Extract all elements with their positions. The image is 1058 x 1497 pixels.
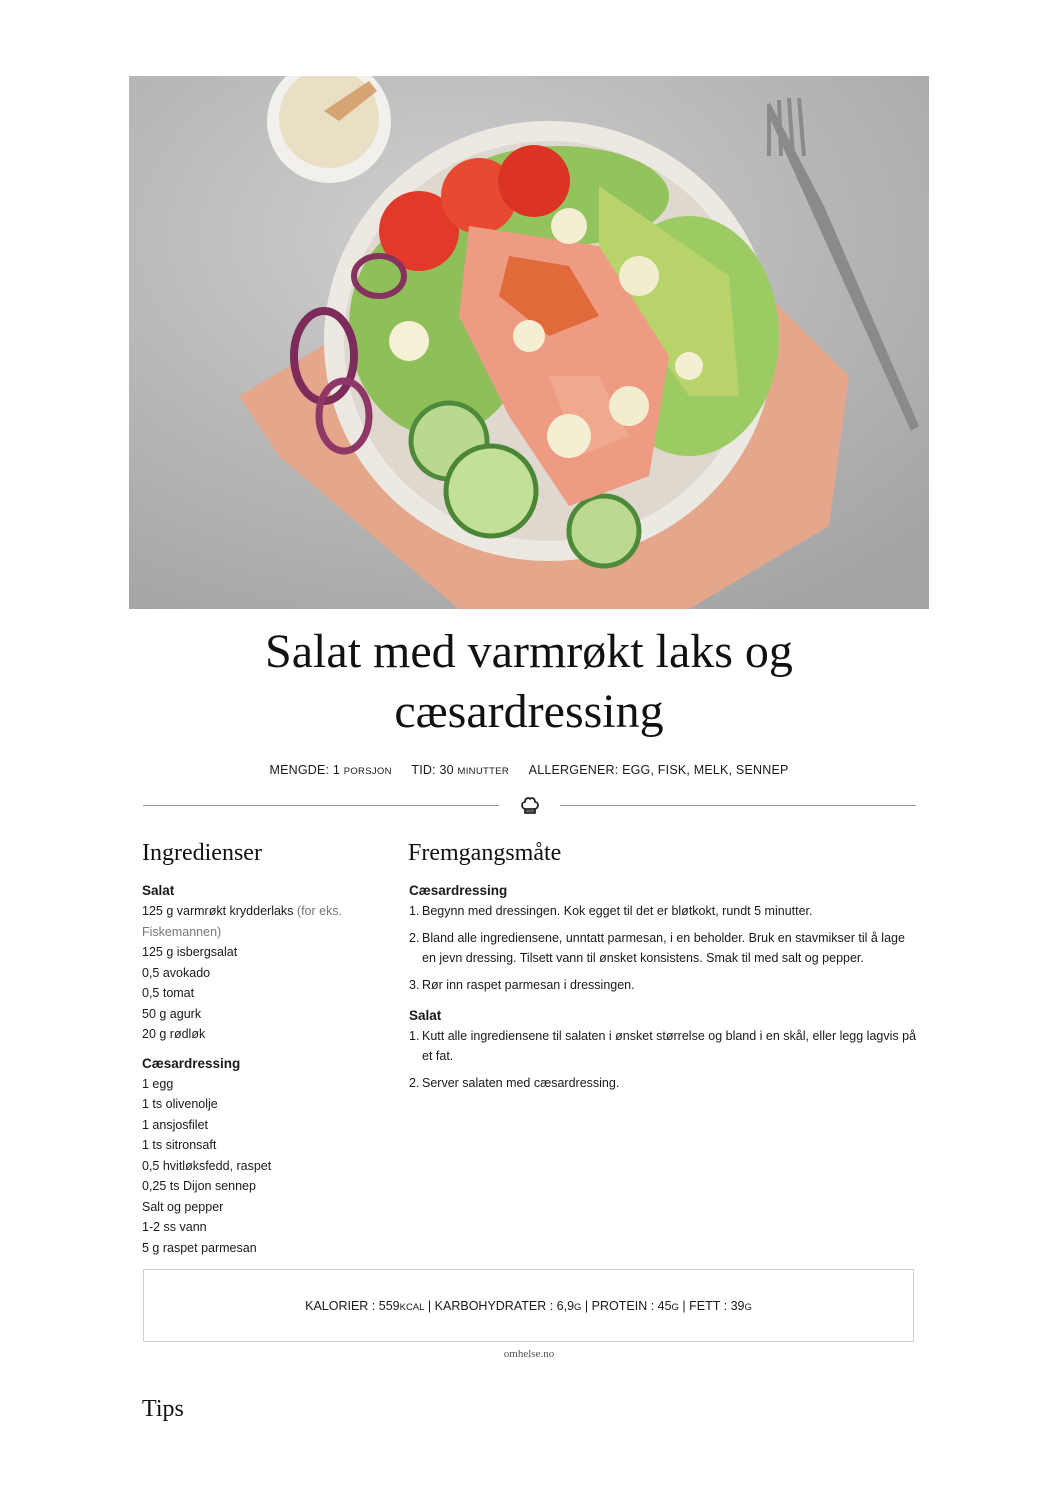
ingredient-item: 1 ts sitronsaft [142,1138,217,1152]
separator: | [427,1298,432,1313]
divider-left [143,805,499,806]
method-steps [409,1026,919,1093]
amount-value: MENGDE: 1 [269,763,341,777]
time [411,763,509,777]
ingredient-item: 0,25 ts Dijon sennep [142,1179,256,1193]
ingredient-item: 1-2 ss vann [142,1220,207,1234]
method-heading: Fremgangsmåte [408,840,562,866]
ingredient-item: 5 g raspet parmesan [142,1240,257,1255]
method-group [409,882,919,995]
ingredient-note: (for eks. Fiskemannen) [142,904,343,939]
step-text: Kutt alle ingrediensene til salaten i ønsket størrelse og bland i en skål, eller legg lagvis på et fat. [422,1029,917,1063]
amount [269,763,391,777]
ingredient-item: 50 g agurk [142,1006,202,1021]
time-unit: MINUTTER [457,766,509,777]
title-line-2: cæsardressing [394,685,664,738]
fat-value: FETT : 39 [689,1298,745,1313]
carb-unit: G [574,1301,582,1313]
ingredient-item [142,901,372,942]
divider-right [560,805,916,806]
method-list [409,882,919,1100]
ingredient-item: 0,5 avokado [142,965,211,980]
method-steps [409,901,919,995]
chef-hat-icon [518,793,542,817]
recipe-title [129,622,929,742]
title-line-1: Salat med varmrøkt laks og [265,625,793,678]
ingredient-item: 1 ansjosfilet [142,1117,209,1132]
ingredient-item: Salt og pepper [142,1199,224,1214]
ingredients-heading: Ingredienser [142,840,262,866]
ingredient-item: 0,5 hvitløksfedd, raspet [142,1158,272,1173]
nutrition-line [305,1299,752,1313]
tips-heading: Tips [142,1396,184,1422]
ingredient-item: 0,5 tomat [142,986,195,1000]
ingredient-group-title: Cæsardressing [142,1055,241,1071]
separator: | [584,1298,589,1313]
method-step: 1. Kutt alle ingrediensene til salaten i ønsket størrelse og bland i en skål, eller legg lagvis på et fat. [409,1029,917,1063]
ingredient-group [142,1055,372,1259]
allergens: ALLERGENER: EGG, FISK, MELK, SENNEP [528,763,789,777]
method-step: 1. Begynn med dressingen. Kok egget til det er bløtkokt, rundt 5 minutter. [409,904,813,918]
protein-unit: G [671,1301,679,1313]
kcal-value: KALORIER : 559 [305,1298,400,1313]
method-group-title: Cæsardressing [409,883,508,898]
carb-value: KARBOHYDRATER : 6,9 [434,1298,575,1313]
ingredient-item: 1 egg [142,1076,174,1091]
recipe-meta [129,763,929,777]
method-group [409,1007,919,1093]
ingredients-list [142,882,372,1258]
salad-image [129,76,929,609]
step-text: Bland alle ingrediensene, unntatt parmesan, i en beholder. Bruk en stavmikser til å lage en jevn dressing. Tilsett vann til ønsket konsistens. Smak til med salt og pepper. [422,931,905,965]
ingredient-item: 125 g isbergsalat [142,945,238,959]
protein-value: PROTEIN : 45 [591,1298,672,1313]
separator: | [682,1298,686,1313]
method-group-title: Salat [409,1008,442,1023]
step-text: Begynn med dressingen. Kok egget til det er bløtkokt, rundt 5 minutter. [422,904,813,918]
step-text: Server salaten med cæsardressing. [422,1076,620,1090]
method-step: 2. Server salaten med cæsardressing. [409,1076,620,1090]
fat-unit: G [744,1301,752,1313]
method-step: 2. Bland alle ingrediensene, unntatt parmesan, i en beholder. Bruk en stavmikser til å lage en jevn dressing. Tilsett vann til ønsket konsistens. Smak til med salt og pepper. [409,931,905,965]
ingredient-item: 1 ts olivenolje [142,1097,218,1111]
ingredient-group-title: Salat [142,883,175,898]
time-value: TID: 30 [411,763,454,777]
recipe-photo [129,76,929,609]
kcal-unit: KCAL [399,1301,425,1313]
ingredient-text: 125 g varmrøkt krydderlaks [142,904,294,918]
amount-unit: PORSJON [343,766,392,777]
nutrition-box [143,1269,914,1342]
ingredient-item: 20 g rødløk [142,1027,206,1041]
method-step: 3. Rør inn raspet parmesan i dressingen. [409,978,635,992]
site-footer: omhelse.no [503,1348,555,1360]
ingredient-group [142,882,372,1045]
step-text: Rør inn raspet parmesan i dressingen. [422,978,635,992]
